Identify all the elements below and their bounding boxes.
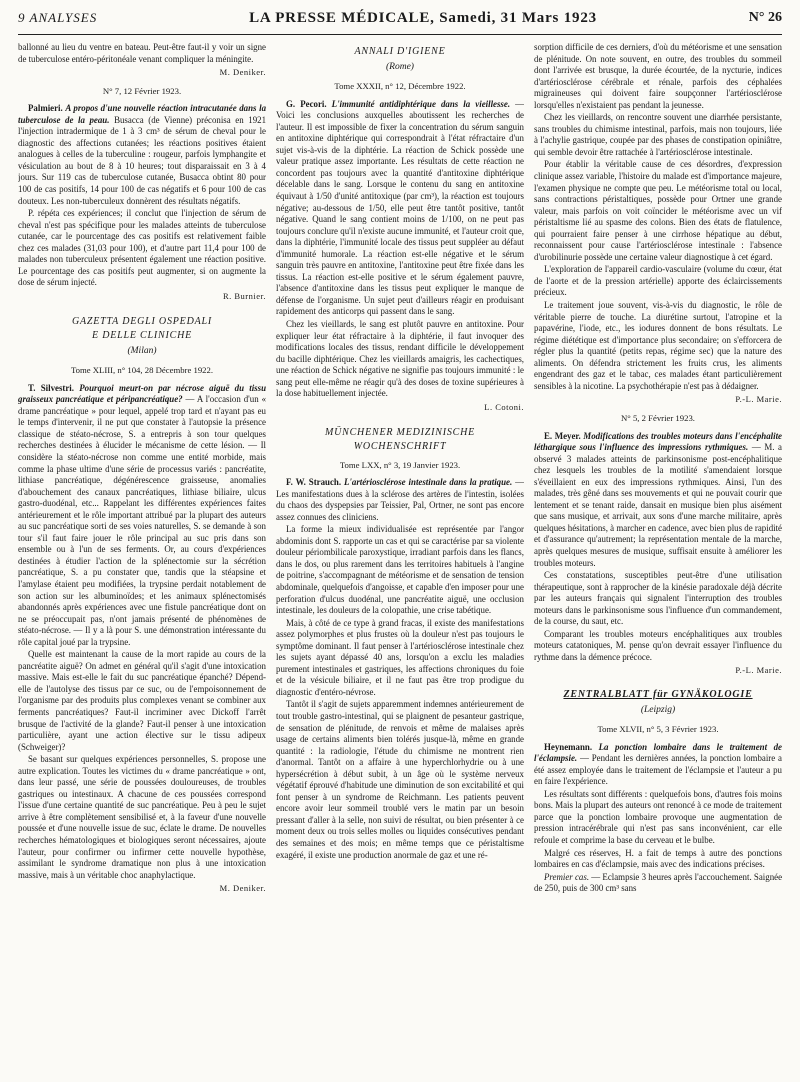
column-1	[18, 42, 266, 1074]
author: G. Pecori.	[286, 98, 327, 109]
article-pecori	[276, 99, 524, 318]
case-label: Premier cas.	[544, 871, 590, 882]
article-body-cont: Malgré ces réserves, H. a fait de temps à autre des ponctions lombaires en cas d'éclampsie, mais avec des indications précises.	[534, 847, 782, 870]
signature: P.-L. Marie.	[735, 394, 782, 405]
article-body: — M. a observé 3 malades atteints de parkinsonisme post-encéphalitique chez lesquels les troubles de la motilité s'amendaient lorsque s'éveillaient en eux des impressions rythmiques. Ainsi, l'un des malades, très gêné dans ses mouvements et qui ne pouvait courir que lentement et se tenant raide, dansait en musique bien plus aisément que sans musique, et arrivait, aux sons d'une marche militaire, après quelques hésitations, à marcher en cadence, avec bien plus de rapidité et d'assurance qu'autrement; la représentation mentale de la marche, après quelques mesures de musique, suffisait ensuite à améliorer les troubles moteurs.	[534, 442, 782, 568]
article-title: L'immunité antidiphtérique dans la vieillesse.	[331, 98, 511, 109]
signature: M. Deniker.	[219, 883, 266, 894]
journal-heading: GAZETTA DEGLI OSPEDALI	[71, 316, 212, 328]
author: Palmieri.	[28, 103, 63, 114]
article-body: — Voici les conclusions auxquelles aboutissent les recherches de l'auteur. Il est impossible de fixer la concentration du sérum sanguin en antitoxine diphtérique qui correspondrait à l'état réfractaire d'un sujet vis-à-vis de la diphtérie. La réaction de Schick possède une valeur pratique assez importante. Les résultats de cette réaction ne concordent pas toujours avec la quantité d'antitoxine diphtérique décelable dans le sang. Lorsque le contenu du sang en antitoxine équivaut à 1/50 d'unité antitoxique (par cm³), la réaction est toujours négative; au-dessous de 1/50, elle peut être tantôt positive, tantôt négative. Quand le sang contient moins de 1/100, on ne peut pas toujours conclure qu'il n'existe aucune immunité, et l'auteur croit que, dans la diphtérie, l'immunité locale des tissus peut suppléer au défaut d'immunité humorale. La réaction est-elle négative et le sérum sanguin très pauvre en antitoxine, l'antitoxine peut être fixée dans les tissus. La réaction est-elle positive et le sérum également pauvre, l'absence d'antitoxine dans les tissus peut expliquer le manque de défense de l'organisme. Un sujet peut d'ailleurs réagir en produisant rapidement des anticorps qui passent dans le sang.	[276, 98, 524, 317]
article-body-cont: La forme la mieux individualisée est représentée par l'angor abdominis dont S. rapporte un cas et qui se caractérise par sa violente douleur périombilicale paroxystique, irradiant parfois dans les flancs, dans le dos, ou plus rarement dans les territoires habituels à l'angine de poitrine, s'accompagnant de météorisme et de sensation de tension abdominale, quelquefois d'angoisse, et capable d'en imposer pour une perforation d'ulcus duodénal, une pancréatite aiguë, une occlusion intestinale, les douleurs de la colopathie, une crise tabétique.	[276, 524, 524, 616]
issue-date: Tome LXX, n° 3, 19 Janvier 1923.	[339, 459, 461, 470]
article-body-cont: Comparant les troubles moteurs encéphalitiques aux troubles moteurs catatoniques, M. pense qu'on devrait essayer l'influence du rythme dans la démence précoce.	[534, 628, 782, 662]
journal-city: (Milan)	[127, 345, 157, 356]
article-body-cont: Tantôt il s'agit de sujets apparemment indemnes antérieurement de tout trouble gastro-intestinal, qui se plaignent de pesanteur gastrique, de sensation de plénitude, de renvois et même de malaises après usage de certains aliments bien tolérés jusque-là, même en grande quantité : la radiologie, l'étude du chimisme ne montrent rien d'anormal. Tantôt on a affaire à une hyperchlorhydrie ou à une hypersécrétion à début subit, à un âge où le système nerveux végétatif éprouvé d'habitude une diminution de son excitabilité et qui font penser à un syndrome de Reichmann. Les patients peuvent encore avoir leur sommeil troublé vers le matin par un besoin pressant d'aller à la selle, non suivi de résultat, ou bien présenter à ce moment deux ou trois selles molles ou liquides consécutives pendant des semaines et des mois; en même temps que ce péristaltisme exagéré, il existe une production anormale de gaz et une ré-	[276, 699, 524, 860]
article-palmieri	[18, 103, 266, 207]
article-body: — A l'occasion d'un « drame pancréatique » pour lequel, appelé trop tard et n'ayant pas eu le temps d'intervenir, il ne put que constater à l'autopsie la présence classique de stéato-nécrose, S. a entrepris à son tour quelques recherches destinées à élucider le mécanisme de cette lésion. — Il considère la stéato-nécrose non comme une entité morbide, mais comme la phase ultime d'une série de processus variés : pancréatite, lithiase pancréatique, dégénérescence graisseuse, anomalies d'abouchement des canaux pancréatiques, lithiase biliaire, ulcus gastro-duodénal, etc... Rappelant les différentes expériences faites antérieurement et le rôle important attribué par la plupart des auteurs au suc pancréatique sorti de ses voies naturelles, S. se demande à son tour s'il faut faire jouer le rôle principal au suc pris dans son ensemble ou à l'un de ses ferments. Or, au cours d'expériences destinées à étudier l'action de la splénectomie sur la sécrétion pancréatique, S. a pu constater que, tandis que la stéapsine et l'amylase étaient peu modifiées, la trypsine perdait notablement de son action sur les albuminoïdes; et les animaux splénectomisés abandonnés après expériences avec une fistule pancréatique dont on ne se préoccupait pas, n'ont jamais présenté de phénomènes de stéato-nécrose. — Il y a là pour S. une démonstration intéressante du rôle capital joué par la trypsine.	[18, 394, 266, 647]
article-body: — Pendant les dernières années, la ponction lombaire a été assez employée dans le traitement de l'éclampsie et l'auteur a pu en faire l'expérience.	[534, 753, 782, 787]
article-strauch	[276, 477, 524, 523]
article-body: Busacca (de Vienne) préconisa en 1921 l'injection intradermique de 1 à 3 cm³ de sérum de cheval pour le diagnostic des affections cutanées; les réactions positives étaient analogues à celles de la tuberculine : rougeur, parfois lymphangite et vésiculation au bout de 8 à 10 heures; tout disparaissait en 3 à 4 jours. Sur 119 cas de tuberculose cutanée, Busacca obtint 80 pour 100 de cas positifs, 14 pour 100 de cas négatifs et 6 pour 100 de cas douteux. Les non-tuberculeux donnèrent des résultats négatifs.	[18, 114, 266, 206]
issue-date: N° 7, 12 Février 1923.	[102, 85, 182, 96]
article-title: A propos d'une nouvelle réaction intracutanée dans la tuberculose de la peau.	[18, 103, 266, 125]
journal-heading-line2: E DELLE CLINICHE	[91, 330, 193, 342]
article-title: La ponction lombaire dans le traitement de l'éclampsie.	[534, 741, 782, 764]
signature: P.-L. Marie.	[735, 665, 782, 676]
author: T. Silvestri.	[28, 382, 74, 393]
issue-date: N° 5, 2 Février 1923.	[621, 412, 695, 423]
column-3	[534, 42, 782, 1074]
journal-heading: ANNALI D'IGIENE	[354, 46, 446, 57]
author: F. W. Strauch.	[286, 477, 342, 488]
article-silvestri	[18, 383, 266, 649]
article-body-cont: Le traitement joue souvent, vis-à-vis du diagnostic, le rôle de véritable pierre de touche. La diurétine surtout, l'atropine et la papavérine, l'iode, etc., les iodures donnent de bons résultats. Le régime diététique est d'importance plus secondaire; on s'efforcera de régler plus la quantité (petits repas, régime sec) que la nature des aliments. On défendra strictement les fruits crus, les aliments engendrant des gaz et le tabac, ces malades étant particulièrement sensibles à la nicotine. La psychothérapie n'est pas à dédaigner.	[534, 300, 782, 391]
journal-heading: ZENTRALBLATT für GYNÄKOLOGIE	[563, 688, 753, 700]
article-body-cont: Mais, à côté de ce type à grand fracas, il existe des manifestations assez polymorphes et plus frustes où la douleur n'est pas toujours le symptôme dominant. Il faut penser à l'artériosclérose intestinale chez les sujets ayant dépassé 40 ans, lorsqu'on a exclu les maladies purement intestinales et gastriques, les affections chroniques du foie et de la vésicule biliaire, et il ne faut pas être trop prodigue du diagnostic d'entéro-névrose.	[276, 617, 524, 697]
article-body-cont: Quelle est maintenant la cause de la mort rapide au cours de la pancréatite aiguë? On admet en général qu'il s'agit d'une intoxication massive. Mais est-elle le fait du suc pancréatique épanché? Dépend-elle de l'autolyse des tissus par ce suc, ou de l'empoisonnement de l'organisme par des produits plus complexes venant se combiner aux ferments pancréatiques? Faut-il incriminer avec Dickoff l'arrêt brusque de l'activité de la glande? Faut-il penser à une intoxication particulière, ayant une action élective sur le tissu adipeux (Schweiger)?	[18, 649, 266, 752]
article-body-cont: Se basant sur quelques expériences personnelles, S. propose une autre explication. Toutes les victimes du « drame pancréatique » ont, dans leur passé, une série de poussées douloureuses, de troubles gastriques ou intestinaux. A chacune de ces poussées correspond l'issue d'une certaine quantité de suc pancréatique. Peu à peu le sujet arrive à être complètement sensibilisé et, à la faveur d'une nouvelle poussée et d'une nouvelle issue de suc, éclate le drame. De nouvelles recherches hématologiques et biologiques seront nécessaires, ajoute l'auteur, pour confirmer ou infirmer cette nouvelle hypothèse, assimilant le syndrome dramatique non plus à une intoxication massive, mais à un véritable choc anaphylactique.	[18, 754, 266, 880]
issue-number: N° 26	[748, 10, 782, 25]
author: E. Meyer.	[544, 430, 581, 441]
column-2	[276, 42, 524, 1074]
article-body: — Les manifestations dues à la sclérose des artères de l'intestin, isolées du chaos des dyspepsies par Teissier, Pal, Ortner, ne sont pas encore assez connues des cliniciens.	[276, 477, 524, 522]
article-body-cont: Chez les vieillards, le sang est plutôt pauvre en antitoxine. Pour expliquer leur état réfractaire à la diphtérie, il faut invoquer des modifications locales des tissus, rendant difficile le développement du bacille diphtérique. Chez les vieillards amaigris, les cachectiques, une réaction de Schick négative ne signifie pas toujours immunité : le sang peut elle-même ne réagir qu'à des doses de toxine supérieures à la dose habituellement injectée.	[276, 319, 524, 399]
journal-heading: MÜNCHENER MEDIZINISCHE	[324, 427, 476, 439]
article-meyer	[534, 431, 782, 570]
article-body-cont: Ces constatations, susceptibles peut-être d'une utilisation thérapeutique, sont à rapprocher de la kinésie paradoxale déjà décrite par les auteurs français qui signalent l'interruption des troubles moteurs dans le parkinsonisme sous l'influence d'un commandement, de la course, du saut, etc.	[534, 570, 782, 627]
columns	[18, 42, 782, 1074]
journal-city: (Rome)	[386, 61, 414, 72]
article-body-cont: Chez les vieillards, on rencontre souvent une diarrhée persistante, sans troubles du chimisme intestinal, parfois, mais non toujours, liée à l'achylie gastrique, coupée par des phases de constipation opiniâtre, qui semble devoir être rattachée à l'artériosclérose intestinale.	[534, 112, 782, 157]
section-label: 9 ANALYSES	[18, 10, 98, 25]
signature: M. Deniker.	[219, 67, 266, 78]
issue-date: Tome XXXII, n° 12, Décembre 1922.	[334, 81, 466, 92]
article-title: L'artériosclérose intestinale dans la pratique.	[344, 477, 513, 488]
journal-city: (Leipzig)	[640, 704, 676, 715]
journal-heading-line2: WOCHENSCHRIFT	[353, 440, 447, 452]
journal-title: LA PRESSE MÉDICALE, Samedi, 31 Mars 1923	[249, 9, 597, 26]
article-heynemann	[534, 742, 782, 788]
page-header	[18, 2, 782, 35]
author: Heynemann.	[544, 741, 593, 752]
signature: R. Burnier.	[222, 290, 266, 301]
article-title: Pourquoi meurt-on par nécrose aiguë du tissu graisseux pancréatique et péripancréatique?	[18, 382, 266, 405]
article-body-cont: Les résultats sont différents : quelquefois bons, d'autres fois moins bons. Mais la plupart des auteurs ont renoncé à ce mode de traitement parce que la ponction lombaire provoque une augmentation de pression intracérébrale qui n'est pas sans inconvénient, car elle refoule et comprime la base du cerveau et le bulbe.	[534, 788, 782, 845]
article-body-cont: Pour établir la véritable cause de ces désordres, d'expression clinique assez variable, l'histoire du malade est d'importance majeure, l'examen physique ne compte que peu. Le météorisme total ou local, sans contractions péristaltiques, possède pour Ortner une grande valeur, mais parfois on voit coïncider le météorisme avec un vif péristaltisme lié au spasme des colons. Bien des états de flatulence, qui pourraient faire penser à une cirrhose hépatique au début, reconnaissent pour cause l'artériosclérose intestinale : l'absence d'urobilinurie possède une certaine valeur diagnostique à cet égard.	[534, 159, 782, 262]
intro-text: ballonné au lieu du ventre en bateau. Peut-être faut-il y voir un signe de tuberculose entéro-péritonéale venant compliquer la méningite.	[18, 42, 266, 64]
article-continuation: sorption difficile de ces derniers, d'où du météorisme et une sensation de plénitude. On note souvent, en outre, des troubles du sommeil dont l'arrivée est brusque, la durée écourtée, de la nycturie, indices d'artériosclérose cérébrale et rénale, parfois des céphalées migraineuses qui doivent faire soupçonner l'artériosclérose lorsqu'elles n'existaient pas pendant la jeunesse.	[534, 42, 782, 110]
article-title: Modifications des troubles moteurs dans l'encéphalite léthargique sous l'influence des impressions rythmiques.	[534, 430, 782, 453]
article-body-cont: L'exploration de l'appareil cardio-vasculaire (volume du cœur, état de l'aorte et de la pression artérielle) apporte des éclaircissements précieux.	[534, 264, 782, 298]
issue-date: Tome XLIII, n° 104, 28 Décembre 1922.	[70, 365, 214, 376]
issue-date: Tome XLVII, n° 5, 3 Février 1923.	[597, 724, 719, 735]
case-text: — Eclampsie 3 heures après l'accouchement. Saignée de 250, puis de 300 cm³ sans	[534, 871, 782, 894]
article-body-cont: P. répéta ces expériences; il conclut que l'injection de sérum de cheval n'est pas spécifique pour les malades atteints de tuberculose cutanée, car le pourcentage des cas positifs est relativement faible chez ces malades (31,03 pour 100), et d'autre part 11,4 pour 100 de malades non tuberculeux présentent également une réaction positive. Le pourcentage des cas positifs peut augmenter, si on augmente la dose de sérum injecté.	[18, 208, 266, 288]
signature: L. Cotoni.	[484, 401, 524, 412]
article-case	[534, 872, 782, 895]
